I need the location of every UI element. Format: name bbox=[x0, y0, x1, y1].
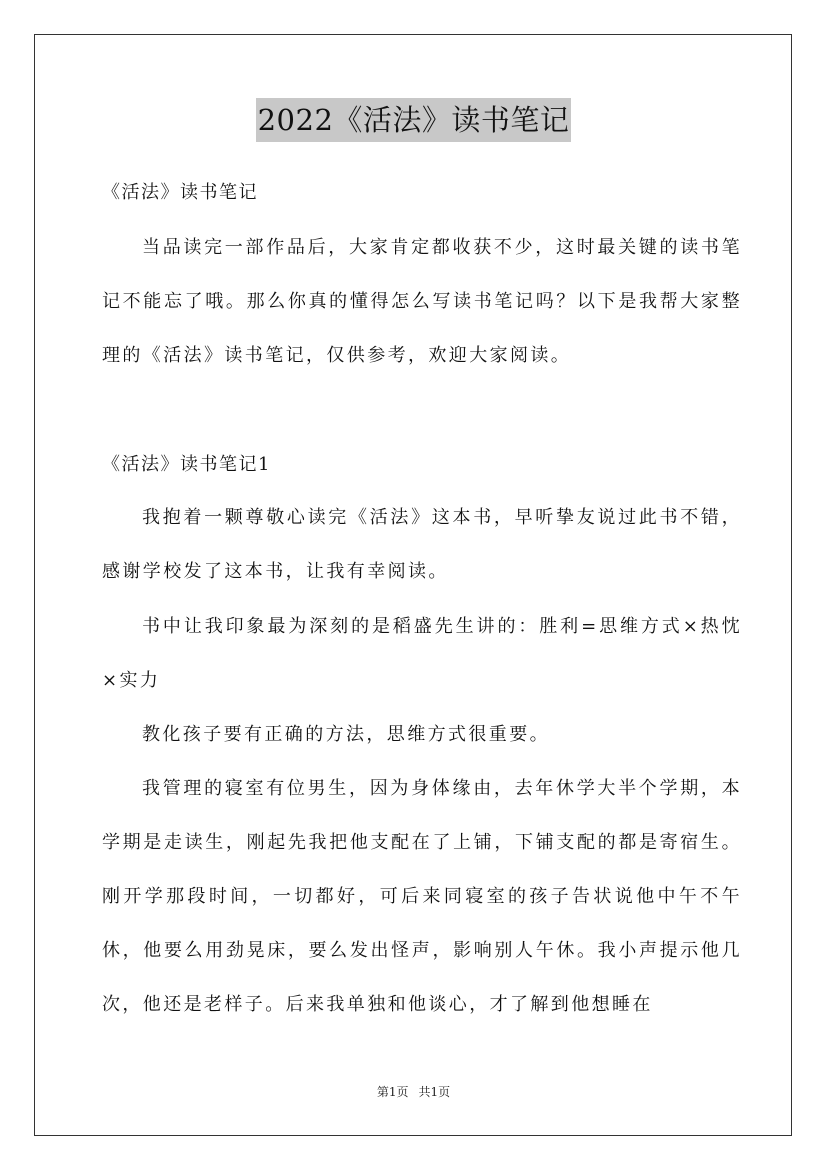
body-paragraph-4: 我管理的寝室有位男生，因为身体缘由，去年休学大半个学期，本学期是走读生，刚起先我把他支配在了上铺，下铺支配的都是寄宿生。刚开学那段时间，一切都好，可后来同寝室的孩子告状说他中午不午休，他要么用劲晃床，要么发出怪声，影响别人午休。我小声提示他几次，他还是老样子。后来我单独和他谈心，才了解到他想睡在 bbox=[102, 778, 742, 1015]
title-container bbox=[0, 98, 827, 142]
page-footer bbox=[0, 1083, 827, 1101]
document-title: 2022《活法》读书笔记 bbox=[256, 98, 572, 142]
body-paragraph-1: 我抱着一颗尊敬心读完《活法》这本书，早听挚友说过此书不错，感谢学校发了这本书，让我有幸阅读。 bbox=[102, 507, 742, 582]
page-total: 共1页 bbox=[418, 1085, 451, 1099]
intro-heading: 《活法》读书笔记 bbox=[102, 182, 258, 203]
page-number: 第1页 bbox=[376, 1085, 409, 1099]
section-heading: 《活法》读书笔记1 bbox=[102, 454, 271, 475]
body-paragraph-3: 教化孩子要有正确的方法，思维方式很重要。 bbox=[142, 724, 550, 745]
intro-paragraph: 当品读完一部作品后，大家肯定都收获不少，这时最关键的读书笔记不能忘了哦。那么你真的懂得怎么写读书笔记吗？以下是我帮大家整理的《活法》读书笔记，仅供参考，欢迎大家阅读。 bbox=[102, 237, 742, 366]
body-paragraph-2: 书中让我印象最为深刻的是稻盛先生讲的：胜利=思维方式×热忱×实力 bbox=[102, 616, 742, 691]
